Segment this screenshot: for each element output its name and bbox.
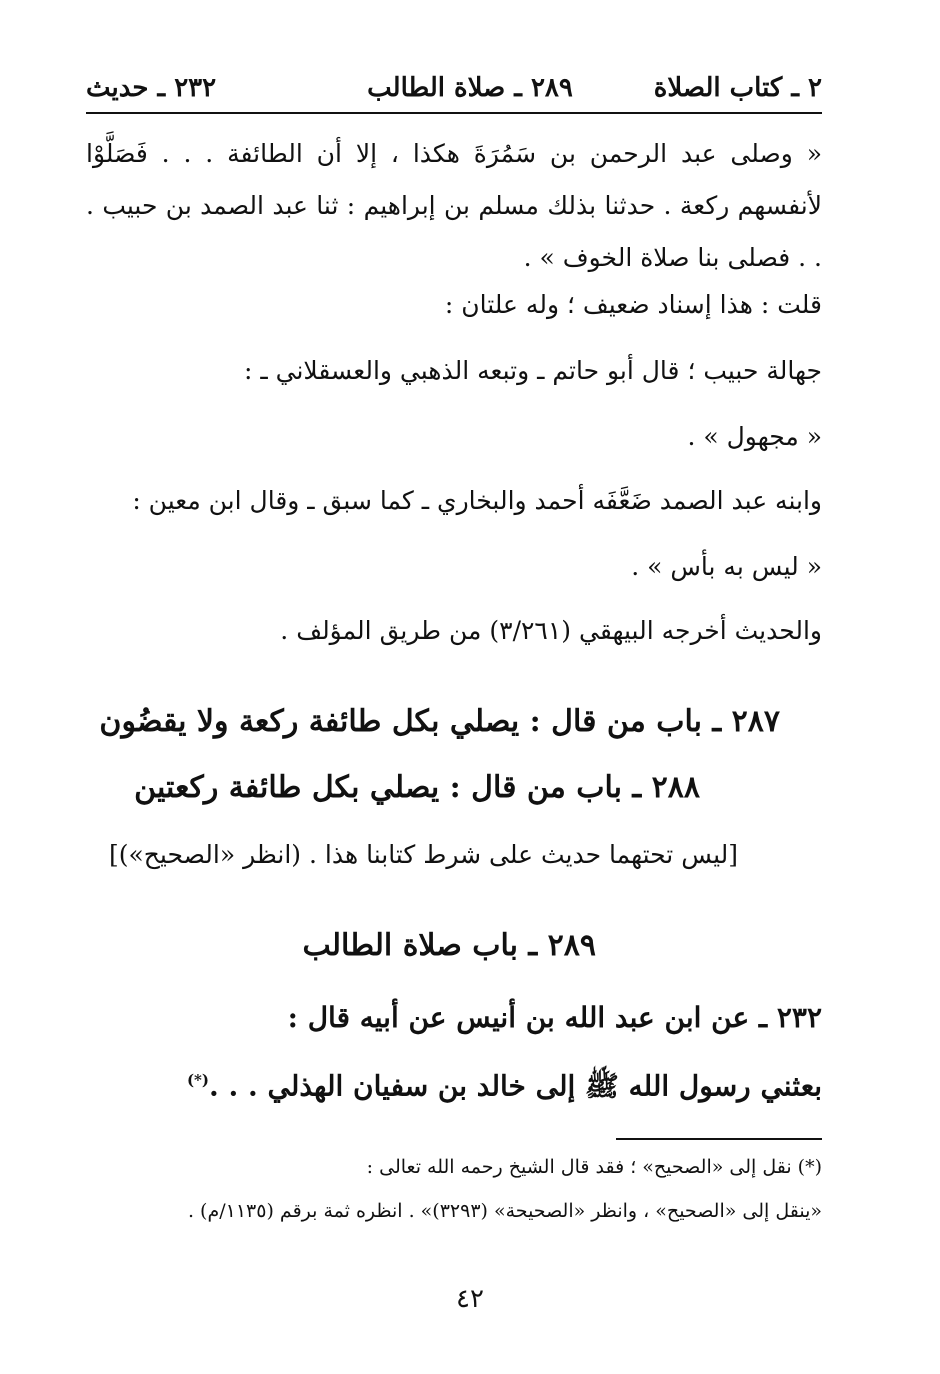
running-header-hadith: ٢٣٢ ـ حديث — [86, 73, 217, 103]
chapter-heading-287: ٢٨٧ ـ باب من قال : يصلي بكل طائفة ركعة ولا يقضُون — [99, 704, 780, 739]
footnote-line-1: (*) نقل إلى «الصحيح» ؛ فقد قال الشيخ رحمه الله تعالى : — [366, 1156, 822, 1178]
chapters-note: [ليس تحتهما حديث على شرط كتابنا هذا . (انظر «الصحيح»)] — [108, 840, 738, 869]
hadith-line-2 — [187, 1058, 822, 1108]
hadith-line-1: ٢٣٢ ـ عن ابن عبد الله بن أنيس عن أبيه قال : — [287, 1001, 822, 1034]
footnote-rule — [616, 1138, 822, 1140]
body-paragraph-1: « وصلى عبد الرحمن بن سَمُرَةَ هكذا ، إلا أن الطائفة . . . فَصَلَّوْا لأنفسهم ركعة . حدثنا بذلك مسلم بن إبراهيم : ثنا عبد الصمد بن حبيب . . . فصلى بنا صلاة الخوف » . — [86, 139, 822, 272]
hadith-text: بعثني رسول الله ﷺ إلى خالد بن سفيان الهذلي . . . — [209, 1069, 822, 1103]
body-line-2: جهالة حبيب ؛ قال أبو حاتم ـ وتبعه الذهبي والعسقلاني ـ : — [243, 356, 822, 385]
body-line-1: قلت : هذا إسناد ضعيف ؛ وله علتان : — [444, 290, 822, 319]
running-header-chapter: ٢٨٩ ـ صلاة الطالب — [367, 73, 573, 103]
running-header-book: ٢ ـ كتاب الصلاة — [653, 73, 822, 103]
page-number: ٤٢ — [456, 1284, 484, 1314]
body-line-6: والحديث أخرجه البيهقي (٣/٢٦١) من طريق المؤلف . — [280, 616, 822, 645]
footnote-marker: (*) — [186, 1071, 209, 1089]
body-line-3: « مجهول » . — [687, 422, 822, 451]
footnote-line-2: «ينقل إلى «الصحيح» ، وانظر «الصحيحة» (٣٢٩٣)» . انظره ثمة برقم (١١٣٥/م) . — [187, 1200, 822, 1222]
chapter-heading-289: ٢٨٩ ـ باب صلاة الطالب — [302, 928, 596, 963]
header-rule — [86, 112, 822, 114]
body-line-5: « ليس به بأس » . — [631, 552, 822, 581]
body-line-4: وابنه عبد الصمد ضَعَّفَه أحمد والبخاري ـ كما سبق ـ وقال ابن معين : — [132, 486, 822, 515]
chapter-heading-288: ٢٨٨ ـ باب من قال : يصلي بكل طائفة ركعتين — [134, 770, 700, 805]
